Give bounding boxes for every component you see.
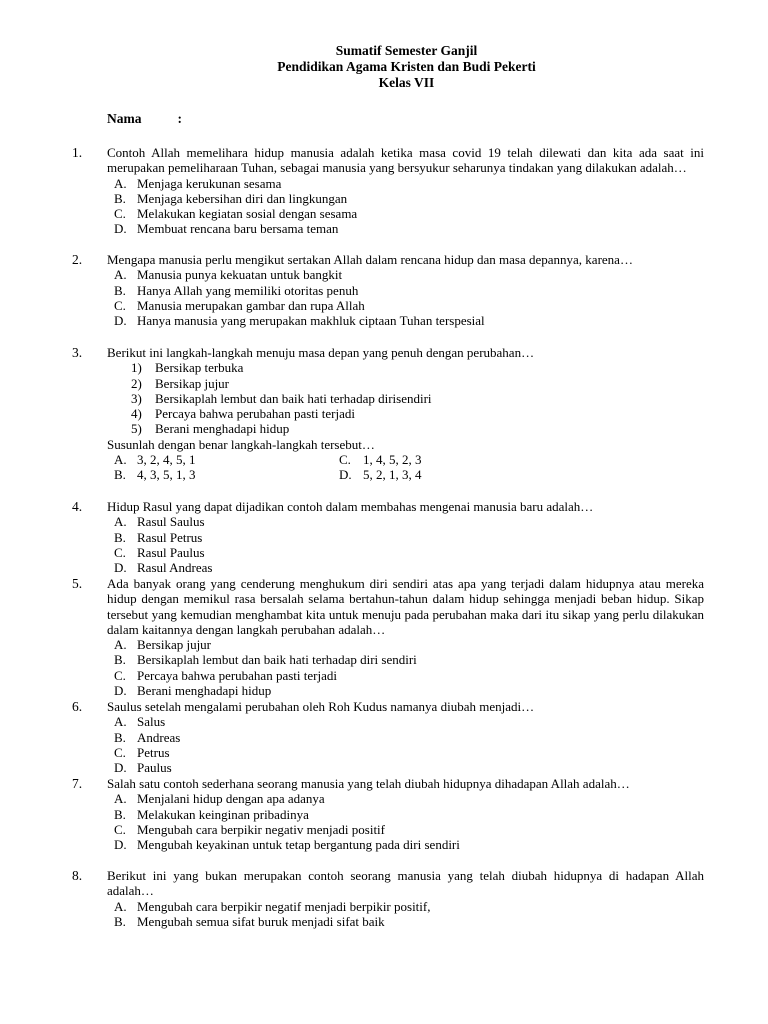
- option-text: Rasul Paulus: [137, 544, 205, 560]
- option-text: Melakukan kegiatan sosial dengan sesama: [137, 206, 358, 222]
- option-label: A.: [114, 267, 127, 283]
- option-label: A.: [114, 514, 127, 530]
- question-text: Contoh Allah memelihara hidup manusia adalah ketika masa covid 19 telah dilewati dan kita ada saat ini merupakan pemeliharaan Tuhan, sebagai manusia yang bersyukur seharunya tindakan yang dilakukan adalah…: [107, 145, 704, 176]
- step-item: [107, 421, 704, 436]
- option-label: C.: [114, 544, 126, 560]
- option-text: Bersikap jujur: [137, 637, 212, 653]
- option-c: [107, 668, 704, 683]
- name-label: Nama: [107, 111, 142, 126]
- question-instruction: Susunlah dengan benar langkah-langkah tersebut…: [107, 436, 375, 452]
- option-b: [107, 914, 704, 929]
- question-number: 4.: [72, 499, 83, 514]
- step-item: [107, 391, 704, 406]
- option-label: B.: [114, 467, 126, 483]
- option-text: 3, 2, 4, 5, 1: [137, 452, 196, 468]
- class-title: Kelas VII: [378, 75, 435, 90]
- option-b: [107, 652, 704, 667]
- option-label: A.: [114, 452, 127, 468]
- step-text: Bersikaplah lembut dan baik hati terhadap dirisendiri: [155, 390, 432, 406]
- option-row: [107, 452, 704, 467]
- option-c: [107, 822, 704, 837]
- option-label: D.: [114, 221, 127, 237]
- option-row: [107, 467, 704, 482]
- option-label: D.: [114, 683, 127, 699]
- option-text: Hanya Allah yang memiliki otoritas penuh: [137, 282, 359, 298]
- option-text: Manusia punya kekuatan untuk bangkit: [137, 267, 343, 283]
- option-text: Rasul Saulus: [137, 514, 205, 530]
- question-text: Ada banyak orang yang cenderung menghukum diri sendiri atas apa yang terjadi dalam hidupnya atau mereka hidup dengan memikul rasa bersalah selama bertahun-tahun dalam hidup sehingga menjadi beban hidup. Sikap tersebut yang kemudian menghambat kita untuk menuju pada perubahan maka dari itu sikap yang perlu dilakukan dalam kaitannya dengan langkah perubahan adalah…: [107, 576, 704, 637]
- name-colon: :: [177, 111, 182, 126]
- option-label: D.: [114, 560, 127, 576]
- option-c: [107, 545, 704, 560]
- option-label: A.: [114, 898, 127, 914]
- question-number: 7.: [72, 776, 83, 791]
- option-b: [107, 191, 704, 206]
- option-label: C.: [114, 667, 126, 683]
- option-text: Berani menghadapi hidup: [137, 683, 272, 699]
- step-text: Bersikap jujur: [155, 375, 230, 391]
- document-title: Sumatif Semester Ganjil: [335, 43, 478, 58]
- question-number: 3.: [72, 345, 83, 360]
- option-d: [107, 221, 704, 236]
- question-text: Berikut ini yang bukan merupakan contoh seorang manusia yang telah diubah hidupnya di hadapan Allah adalah…: [107, 868, 704, 899]
- option-text: Bersikaplah lembut dan baik hati terhadap diri sendiri: [137, 652, 417, 668]
- question-number: 8.: [72, 868, 83, 883]
- name-field: [107, 111, 182, 127]
- option-label: B.: [114, 729, 126, 745]
- document-header: [0, 43, 768, 91]
- option-text: Mengubah semua sifat buruk menjadi sifat baik: [137, 913, 385, 929]
- step-label: 5): [131, 421, 142, 437]
- option-d: [107, 837, 704, 852]
- option-label: B.: [114, 913, 126, 929]
- option-text: Menjaga kebersihan diri dan lingkungan: [137, 190, 348, 206]
- option-a: [107, 514, 704, 529]
- subject-title: Pendidikan Agama Kristen dan Budi Pekerti: [277, 59, 536, 74]
- question-number: 5.: [72, 576, 83, 591]
- option-label: B.: [114, 529, 126, 545]
- question-text: Salah satu contoh sederhana seorang manusia yang telah diubah hidupnya dihadapan Allah adalah…: [107, 776, 630, 791]
- step-text: Bersikap terbuka: [155, 360, 244, 376]
- option-label: D.: [114, 313, 127, 329]
- option-a: [107, 899, 704, 914]
- option-text: Membuat rencana baru bersama teman: [137, 221, 339, 237]
- option-label: B.: [114, 806, 126, 822]
- option-text: Percaya bahwa perubahan pasti terjadi: [137, 667, 337, 683]
- option-b: [107, 730, 704, 745]
- option-a: [107, 267, 704, 282]
- option-text: Mengubah cara berpikir negatif menjadi berpikir positif,: [137, 898, 431, 914]
- question-number: 2.: [72, 252, 83, 267]
- option-label: A.: [114, 714, 127, 730]
- option-label: B.: [114, 190, 126, 206]
- option-label: C.: [114, 744, 126, 760]
- option-text: Hanya manusia yang merupakan makhluk ciptaan Tuhan terspesial: [137, 313, 485, 329]
- option-label: D.: [114, 837, 127, 853]
- option-label: B.: [114, 652, 126, 668]
- option-a: [107, 791, 704, 806]
- option-label: A.: [114, 791, 127, 807]
- option-b: [107, 807, 704, 822]
- option-label: D.: [114, 760, 127, 776]
- option-text: Rasul Andreas: [137, 560, 213, 576]
- step-label: 2): [131, 375, 142, 391]
- question-number: 6.: [72, 699, 83, 714]
- question-text: Berikut ini langkah-langkah menuju masa depan yang penuh dengan perubahan…: [107, 345, 535, 360]
- option-text: Mengubah cara berpikir negativ menjadi positif: [137, 821, 386, 837]
- option-c: [107, 745, 704, 760]
- option-text: Manusia merupakan gambar dan rupa Allah: [137, 297, 365, 313]
- option-label: B.: [114, 282, 126, 298]
- option-label: C.: [114, 821, 126, 837]
- option-label: A.: [114, 637, 127, 653]
- option-label: D.: [339, 467, 352, 483]
- option-label: C.: [114, 297, 126, 313]
- option-label: C.: [114, 206, 126, 222]
- option-a: [107, 637, 704, 652]
- option-d: [107, 683, 704, 698]
- step-item: [107, 406, 704, 421]
- option-text: Petrus: [137, 744, 170, 760]
- option-d: [107, 313, 704, 328]
- option-text: Rasul Petrus: [137, 529, 203, 545]
- step-label: 4): [131, 406, 142, 422]
- option-text: Menjaga kerukunan sesama: [137, 175, 282, 191]
- option-text: Paulus: [137, 760, 172, 776]
- option-label: A.: [114, 175, 127, 191]
- option-text: Menjalani hidup dengan apa adanya: [137, 791, 325, 807]
- option-text: 1, 4, 5, 2, 3: [363, 452, 422, 468]
- question-text: Mengapa manusia perlu mengikut sertakan Allah dalam rencana hidup dan masa depannya, karena…: [107, 252, 633, 267]
- option-text: Andreas: [137, 729, 181, 745]
- option-a: [107, 176, 704, 191]
- question-number: 1.: [72, 145, 83, 160]
- option-c: [107, 298, 704, 313]
- option-b: [107, 283, 704, 298]
- step-text: Berani menghadapi hidup: [155, 421, 290, 437]
- option-a: [107, 714, 704, 729]
- option-b: [107, 530, 704, 545]
- step-label: 1): [131, 360, 142, 376]
- option-text: 4, 3, 5, 1, 3: [137, 467, 196, 483]
- step-item: [107, 360, 704, 375]
- option-d: [107, 560, 704, 575]
- step-item: [107, 376, 704, 391]
- question-text: Hidup Rasul yang dapat dijadikan contoh dalam membahas mengenai manusia baru adalah…: [107, 499, 594, 514]
- option-text: 5, 2, 1, 3, 4: [363, 467, 422, 483]
- step-text: Percaya bahwa perubahan pasti terjadi: [155, 406, 355, 422]
- option-text: Salus: [137, 714, 166, 730]
- question-text: Saulus setelah mengalami perubahan oleh Roh Kudus namanya diubah menjadi…: [107, 699, 535, 714]
- option-text: Mengubah keyakinan untuk tetap bergantung pada diri sendiri: [137, 837, 460, 853]
- option-text: Melakukan keinginan pribadinya: [137, 806, 309, 822]
- option-label: C.: [339, 452, 351, 468]
- option-d: [107, 760, 704, 775]
- step-label: 3): [131, 390, 142, 406]
- option-c: [107, 206, 704, 221]
